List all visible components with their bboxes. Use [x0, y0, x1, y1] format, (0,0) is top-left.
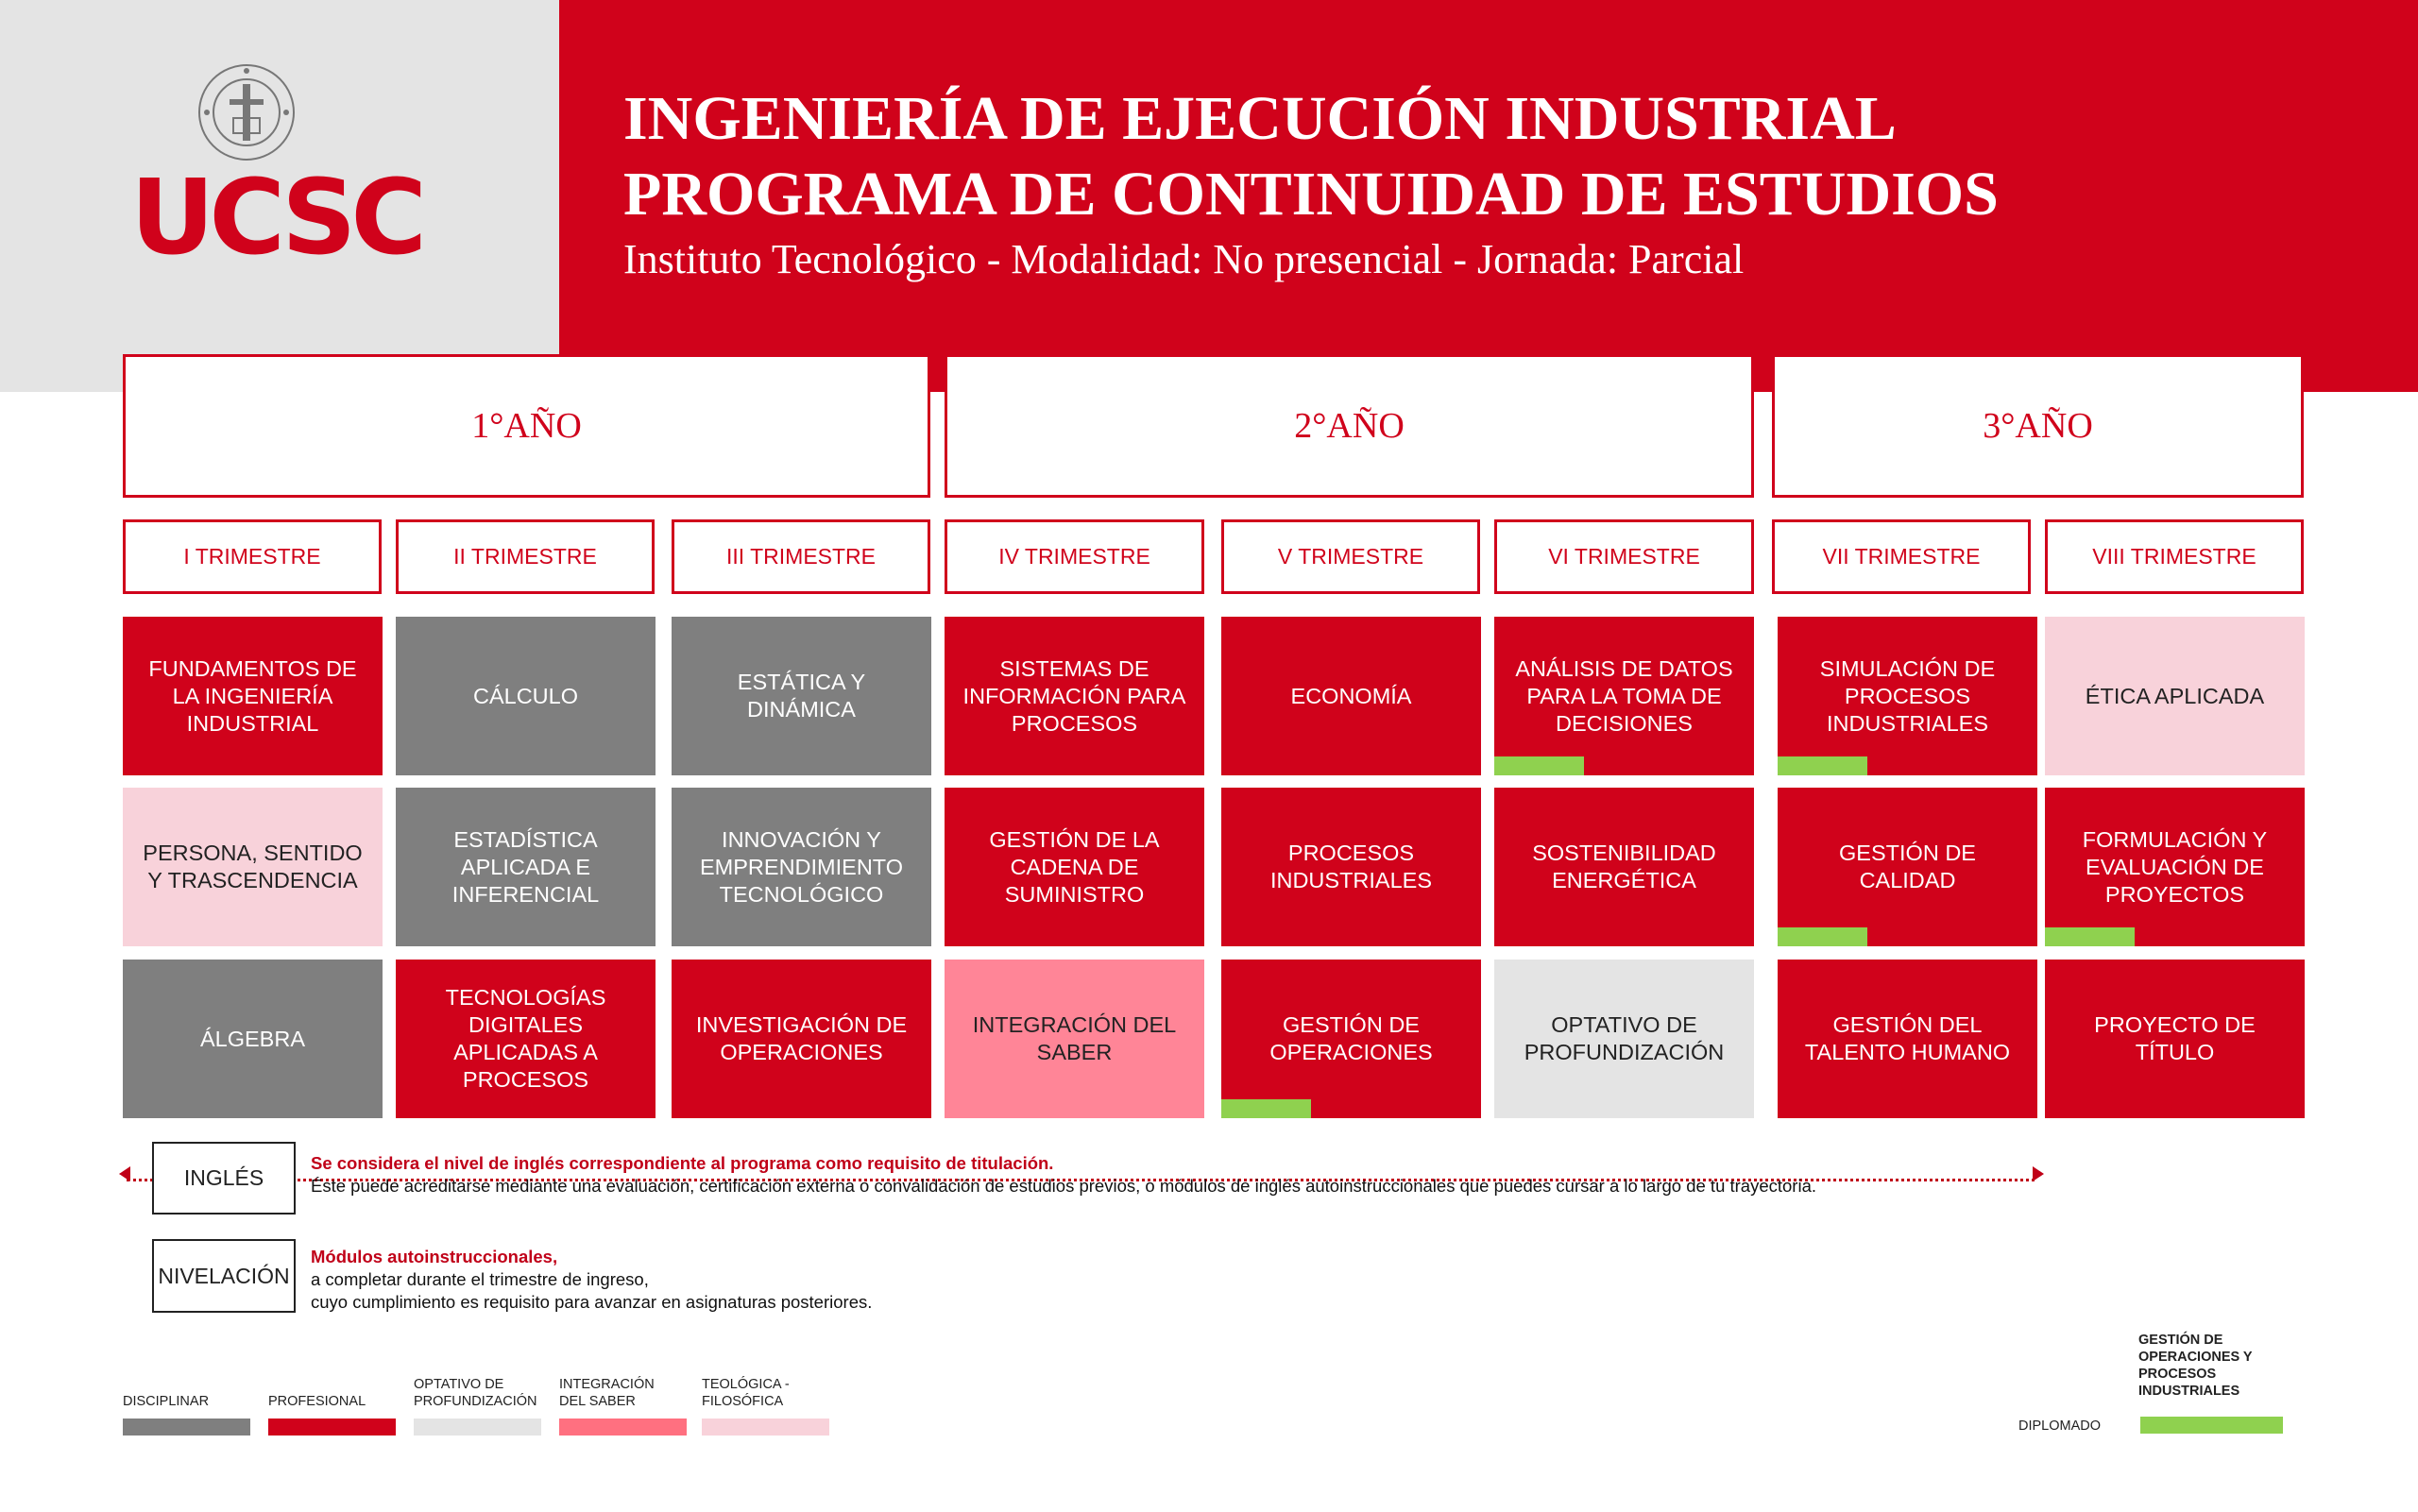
legend-swatch-profesional: [268, 1419, 396, 1436]
course-cell: [396, 617, 656, 775]
course-name: PROCESOS INDUSTRIALES: [1269, 841, 1433, 892]
course-cell: [2045, 960, 2305, 1118]
course-cell: [945, 788, 1204, 946]
course-cell: [1494, 788, 1754, 946]
legend-optativo-line-1: OPTATIVO DE: [414, 1377, 504, 1392]
legend-label-diplomado: DIPLOMADO: [2018, 1419, 2102, 1434]
course-name: ÉTICA APLICADA: [2085, 683, 2265, 708]
course-name: ESTADÍSTICA APLICADA E INFERENCIAL: [451, 826, 600, 907]
course-name: SISTEMAS DE INFORMACIÓN PARA PROCESOS: [962, 655, 1186, 736]
course-cell: [2045, 788, 2305, 946]
course-cell: [1494, 960, 1754, 1118]
legend-teologica-line-2: FILOSÓFICA: [702, 1394, 784, 1409]
course-name: INTEGRACIÓN DEL SABER: [972, 1012, 1177, 1064]
course-cell: [672, 960, 931, 1118]
course-cell: [396, 788, 656, 946]
nivelacion-line-2: a completar durante el trimestre de ingreso,: [311, 1269, 649, 1289]
nivelacion-description: [311, 1246, 1444, 1314]
course-cell: [945, 960, 1204, 1118]
course-name: INNOVACIÓN Y EMPRENDIMIENTO TECNOLÓGICO: [700, 826, 903, 907]
legend-swatch-integracion: [559, 1419, 687, 1436]
diplomado-marker: [1778, 756, 1867, 775]
course-cell: [396, 960, 656, 1118]
course-name: SIMULACIÓN DE PROCESOS INDUSTRIALES: [1819, 655, 1996, 736]
trimester-header-3: III TRIMESTRE: [672, 519, 930, 594]
trimester-header-7: VII TRIMESTRE: [1772, 519, 2031, 594]
course-name: PROYECTO DE TÍTULO: [2094, 1012, 2256, 1064]
trimester-header-2: II TRIMESTRE: [396, 519, 655, 594]
legend-diplomado-title-line-1: GESTIÓN DE: [2138, 1333, 2223, 1348]
course-cell: [672, 788, 931, 946]
legend-swatch-disciplinar: [123, 1419, 250, 1436]
title-line-1: INGENIERÍA DE EJECUCIÓN INDUSTRIAL: [623, 84, 1897, 153]
ingles-highlight: Se considera el nivel de inglés correspondiente al programa como requisito de titulación.: [311, 1153, 1054, 1173]
university-seal-icon: [196, 61, 298, 163]
legend-label-integracion: [559, 1376, 655, 1410]
trimester-header-5: V TRIMESTRE: [1221, 519, 1480, 594]
trimester-header-8: VIII TRIMESTRE: [2045, 519, 2304, 594]
course-cell: [123, 960, 383, 1118]
course-name: FORMULACIÓN Y EVALUACIÓN DE PROYECTOS: [2082, 826, 2268, 907]
course-cell: [1221, 960, 1481, 1118]
course-cell: [1221, 788, 1481, 946]
course-name: FUNDAMENTOS DE LA INGENIERÍA INDUSTRIAL: [148, 655, 357, 736]
ingles-description: [311, 1152, 2105, 1198]
course-name: GESTIÓN DEL TALENTO HUMANO: [1804, 1012, 2011, 1064]
title-line-2: PROGRAMA DE CONTINUIDAD DE ESTUDIOS: [623, 160, 1999, 229]
course-name: GESTIÓN DE LA CADENA DE SUMINISTRO: [989, 826, 1160, 907]
nivelacion-line-3: cuyo cumplimiento es requisito para avanzar en asignaturas posteriores.: [311, 1292, 873, 1312]
course-name: TECNOLOGÍAS DIGITALES APLICADAS A PROCESOS: [445, 985, 606, 1092]
legend-diplomado-title-line-4: INDUSTRIALES: [2138, 1384, 2240, 1399]
nivelacion-highlight: Módulos autoinstruccionales,: [311, 1247, 558, 1266]
diplomado-marker: [2045, 927, 2135, 946]
ingles-text: Éste puede acreditarse mediante una evaluación, certificación externa o convalidación de estudios previos, o módulos de inglés autoinstruccionales que puedes cursar a lo largo de tu trayectoria.: [311, 1176, 1817, 1196]
legend-integracion-line-1: INTEGRACIÓN: [559, 1377, 655, 1392]
ingles-box: INGLÉS: [152, 1142, 296, 1215]
diplomado-marker: [1778, 927, 1867, 946]
course-name: ÁLGEBRA: [199, 1026, 306, 1051]
course-cell: [672, 617, 931, 775]
year-2-header: 2°AÑO: [945, 354, 1754, 498]
course-cell: [1778, 788, 2037, 946]
course-name: ECONOMÍA: [1290, 683, 1412, 708]
legend-diplomado-title-line-3: PROCESOS: [2138, 1367, 2217, 1382]
legend-label-profesional: PROFESIONAL: [268, 1394, 366, 1409]
arrow-left-icon: [119, 1166, 130, 1181]
course-cell: [1221, 617, 1481, 775]
ucsc-logo: UCSC: [130, 157, 422, 278]
course-name: GESTIÓN DE OPERACIONES: [1269, 1012, 1433, 1064]
legend-label-optativo: [414, 1376, 537, 1410]
course-name: PERSONA, SENTIDO Y TRASCENDENCIA: [143, 841, 363, 892]
year-1-header: 1°AÑO: [123, 354, 930, 498]
legend-integracion-line-2: DEL SABER: [559, 1394, 636, 1409]
course-name: ANÁLISIS DE DATOS PARA LA TOMA DE DECISIONES: [1515, 655, 1733, 736]
course-name: SOSTENIBILIDAD ENERGÉTICA: [1532, 841, 1716, 892]
course-name: CÁLCULO: [472, 683, 578, 708]
legend-label-disciplinar: DISCIPLINAR: [123, 1394, 210, 1409]
legend-swatch-diplomado: [2140, 1417, 2283, 1434]
legend-teologica-line-1: TEOLÓGICA -: [702, 1377, 790, 1392]
year-3-header: 3°AÑO: [1772, 354, 2304, 498]
trimester-header-1: I TRIMESTRE: [123, 519, 382, 594]
page-title: [623, 81, 2324, 232]
course-cell: [1494, 617, 1754, 775]
page-subtitle: Instituto Tecnológico - Modalidad: No presencial - Jornada: Parcial: [623, 236, 1745, 282]
legend-diplomado-title-line-2: OPERACIONES Y: [2138, 1350, 2253, 1365]
legend-optativo-line-2: PROFUNDIZACIÓN: [414, 1394, 537, 1409]
course-cell: [2045, 617, 2305, 775]
course-name: OPTATIVO DE PROFUNDIZACIÓN: [1524, 1012, 1725, 1064]
course-name: ESTÁTICA Y DINÁMICA: [737, 670, 866, 722]
trimester-header-4: IV TRIMESTRE: [945, 519, 1204, 594]
course-cell: [1778, 960, 2037, 1118]
trimester-header-6: VI TRIMESTRE: [1494, 519, 1754, 594]
legend-swatch-teologica: [702, 1419, 829, 1436]
nivelacion-box: NIVELACIÓN: [152, 1239, 296, 1313]
course-cell: [945, 617, 1204, 775]
diplomado-marker: [1221, 1099, 1311, 1118]
legend-label-teologica: [702, 1376, 790, 1410]
diplomado-marker: [1494, 756, 1584, 775]
course-name: GESTIÓN DE CALIDAD: [1839, 841, 1976, 892]
legend-swatch-optativo: [414, 1419, 541, 1436]
legend-diplomado-title: [2138, 1332, 2280, 1400]
course-cell: [1778, 617, 2037, 775]
course-cell: [123, 788, 383, 946]
course-cell: [123, 617, 383, 775]
course-name: INVESTIGACIÓN DE OPERACIONES: [695, 1012, 908, 1064]
